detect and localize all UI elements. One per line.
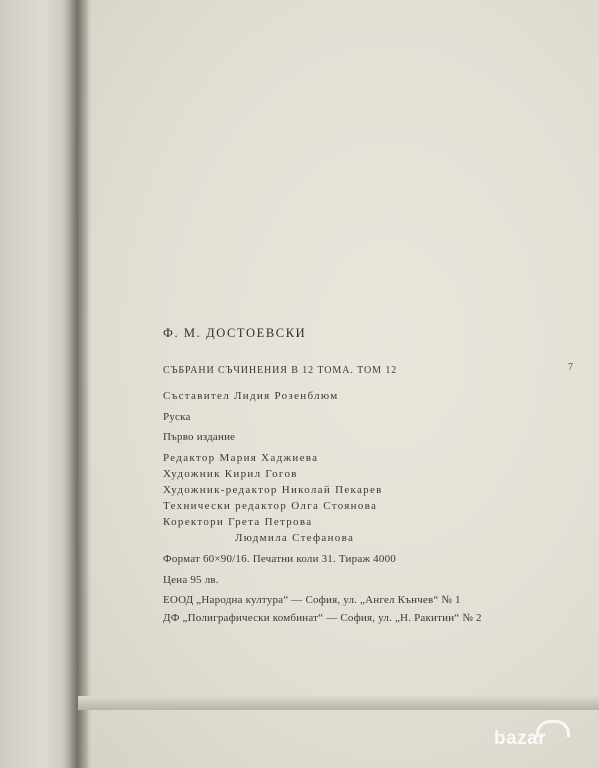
format-line: Формат 60×90/16. Печатни коли 31. Тираж 4000 bbox=[163, 553, 396, 565]
compiler-line: Съставител Лидия Розенблюм bbox=[163, 390, 339, 402]
bazar-watermark bbox=[476, 720, 592, 760]
spine-shadow bbox=[62, 0, 88, 768]
page-mark: 7 bbox=[568, 362, 574, 373]
proofreaders-line-1: Коректори Грета Петрова bbox=[163, 516, 313, 528]
edition-line: Първо издание bbox=[163, 431, 236, 443]
art-editor-line: Художник-редактор Николай Пекарев bbox=[163, 484, 383, 496]
proofreaders-line-2: Людмила Стефанова bbox=[235, 532, 355, 544]
page-bottom-edge bbox=[78, 696, 599, 710]
printer-line: ДФ „Полиграфически комбинат“ — София, ул. „Н. Ракитин“ № 2 bbox=[163, 612, 482, 624]
tech-editor-line: Технически редактор Олга Стоянова bbox=[163, 500, 378, 512]
right-page bbox=[78, 0, 599, 768]
price-line: Цена 95 лв. bbox=[163, 574, 219, 586]
publisher-line: ЕООД „Народна култура“ — София, ул. „Ангел Кънчев“ № 1 bbox=[163, 594, 461, 606]
artist-line: Художник Кирил Гогов bbox=[163, 468, 298, 480]
author-name: Ф. М. ДОСТОЕВСКИ bbox=[163, 326, 307, 340]
watermark-text: bazar bbox=[494, 728, 547, 749]
collected-works-title: СЪБРАНИ СЪЧИНЕНИЯ В 12 ТОМА. ТОМ 12 bbox=[163, 365, 398, 376]
translated-from-line: Руска bbox=[163, 411, 191, 423]
editor-line: Редактор Мария Хаджиева bbox=[163, 452, 319, 464]
